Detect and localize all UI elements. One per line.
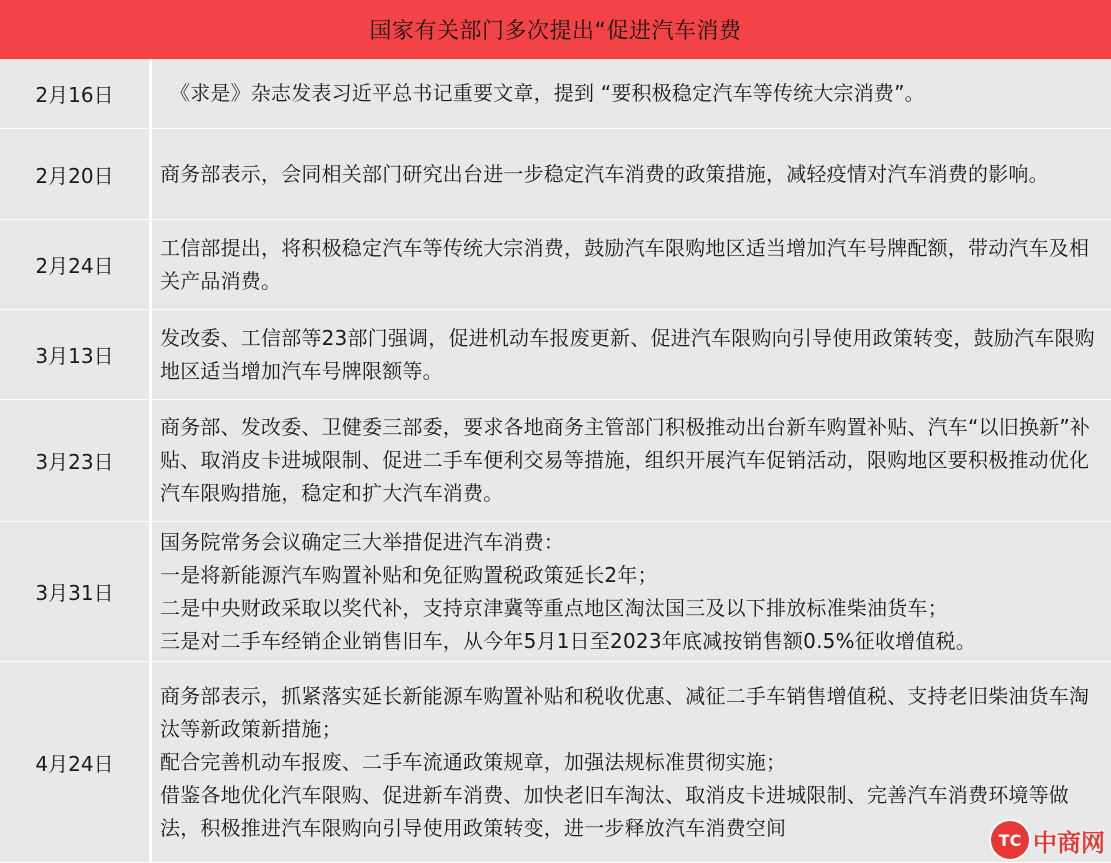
content-cell bbox=[152, 522, 1111, 661]
content-cell bbox=[152, 220, 1111, 309]
table-row bbox=[0, 400, 1111, 522]
date-cell: 3月31日 bbox=[0, 522, 152, 661]
table-row bbox=[0, 129, 1111, 220]
content-line: 商务部表示，会同相关部门研究出台进一步稳定汽车消费的政策措施，减轻疫情对汽车消费的影响。 bbox=[160, 161, 1049, 186]
date-cell: 2月24日 bbox=[0, 220, 152, 309]
date-cell: 3月13日 bbox=[0, 310, 152, 399]
content-line: 配合完善机动车报废、二手车流通政策规章，加强法规标准贯彻实施； bbox=[160, 749, 787, 774]
watermark-logo-icon: TC bbox=[991, 821, 1029, 859]
policy-rows bbox=[0, 59, 1111, 863]
content-line: 一是将新能源汽车购置补贴和免征购置税政策延长2年； bbox=[160, 562, 658, 587]
content-line: 国务院常务会议确定三大举措促进汽车消费： bbox=[160, 529, 564, 554]
date-cell: 3月23日 bbox=[0, 400, 152, 521]
table-row bbox=[0, 662, 1111, 863]
content-cell bbox=[152, 59, 1111, 128]
content-line: 商务部表示，抓紧落实延长新能源车购置补贴和税收优惠、减征二手车销售增值税、支持老旧柴油货车淘汰等新政策新措施； bbox=[160, 683, 1090, 741]
content-cell bbox=[152, 662, 1111, 862]
table-title: 国家有关部门多次提出“促进汽车消费 bbox=[0, 0, 1111, 59]
site-watermark bbox=[991, 821, 1105, 859]
content-cell bbox=[152, 310, 1111, 399]
watermark-site-name: 中商网 bbox=[1033, 828, 1105, 857]
content-cell bbox=[152, 129, 1111, 219]
content-line: 《求是》杂志发表习近平总书记重要文章，提到 “要积极稳定汽车等传统大宗消费”。 bbox=[170, 81, 925, 105]
table-row bbox=[0, 59, 1111, 129]
date-cell: 2月20日 bbox=[0, 129, 152, 219]
date-cell: 4月24日 bbox=[0, 662, 152, 862]
date-cell: 2月16日 bbox=[0, 59, 152, 128]
content-line: 借鉴各地优化汽车限购、促进新车消费、加快老旧车淘汰、取消皮卡进城限制、完善汽车消费环境等做法，积极推进汽车限购向引导使用政策转变，进一步释放汽车消费空间 bbox=[160, 782, 1069, 840]
content-line: 三是对二手车经销企业销售旧车，从今年5月1日至2023年底减按销售额0.5%征收增值税。 bbox=[160, 628, 976, 653]
table-row bbox=[0, 310, 1111, 400]
content-line: 商务部、发改委、卫健委三部委，要求各地商务主管部门积极推动出台新车购置补贴、汽车“以旧换新”补贴、取消皮卡进城限制、促进二手车便利交易等措施，组织开展汽车促销活动，限购地区要积极推动优化汽车限购措施，稳定和扩大汽车消费。 bbox=[160, 415, 1091, 505]
content-line: 工信部提出，将积极稳定汽车等传统大宗消费，鼓励汽车限购地区适当增加汽车号牌配额，带动汽车及相关产品消费。 bbox=[160, 235, 1090, 293]
table-row bbox=[0, 220, 1111, 310]
content-cell bbox=[152, 400, 1111, 521]
table-row bbox=[0, 522, 1111, 662]
content-line: 二是中央财政采取以奖代补，支持京津冀等重点地区淘汰国三及以下排放标准柴油货车； bbox=[160, 595, 948, 620]
content-line: 发改委、工信部等23部门强调，促进机动车报废更新、促进汽车限购向引导使用政策转变，鼓励汽车限购地区适当增加汽车号牌限额等。 bbox=[160, 325, 1095, 383]
